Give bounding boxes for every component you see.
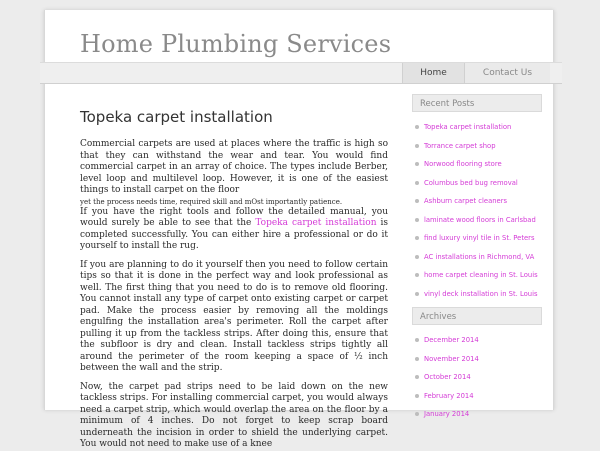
recent-post-link[interactable]: laminate wood floors in Carlsbad bbox=[424, 215, 536, 224]
bullet-icon bbox=[415, 394, 419, 398]
archive-item[interactable] bbox=[412, 350, 542, 369]
recent-post-item[interactable] bbox=[412, 248, 542, 267]
bullet-icon bbox=[415, 162, 419, 166]
recent-post-link[interactable]: Ashburn carpet cleaners bbox=[424, 197, 508, 205]
post-paragraph-2 bbox=[80, 207, 388, 253]
recent-post-item[interactable] bbox=[412, 285, 542, 304]
recent-post-item[interactable] bbox=[412, 266, 542, 285]
recent-post-link[interactable]: AC installations in Richmond, VA bbox=[424, 252, 535, 261]
nav-contact-tab[interactable]: Contact Us bbox=[464, 63, 550, 83]
archives-heading: Archives bbox=[412, 307, 542, 325]
recent-post-item[interactable] bbox=[412, 192, 542, 211]
archives-list bbox=[412, 325, 542, 428]
archive-item[interactable] bbox=[412, 331, 542, 350]
bullet-icon bbox=[415, 236, 419, 240]
archive-link[interactable]: October 2014 bbox=[424, 373, 471, 381]
post-paragraph-1: Commercial carpets are used at places where the traffic is high so that they can withstand the wear and tear. You would find commercial carpet in an array of choice. The types include Berber, level loop and multilevel loop. However, it is one of the easiest things to install carpet on the floor bbox=[80, 139, 388, 195]
site-title[interactable]: Home Plumbing Services bbox=[80, 30, 392, 58]
bullet-icon bbox=[415, 412, 419, 416]
main-content bbox=[80, 108, 388, 451]
bullet-icon bbox=[415, 375, 419, 379]
recent-post-link[interactable]: Topeka carpet installation bbox=[424, 123, 512, 131]
bullet-icon bbox=[415, 218, 419, 222]
recent-post-link[interactable]: find luxury vinyl tile in St. Peters bbox=[424, 234, 535, 242]
recent-post-link[interactable]: Columbus bed bug removal bbox=[424, 178, 518, 187]
bullet-icon bbox=[415, 357, 419, 361]
bullet-icon bbox=[415, 255, 419, 259]
post-paragraph-4: Now, the carpet pad strips need to be laid down on the new tackless strips. For installing commercial carpet, you would always need a carpet strip, which would overlap the area on the floor by a minimum of 4 inches. Do not forget to keep scrap board underneath the incision in order to shield the underlying carpet. You would not need to make use of a knee bbox=[80, 381, 388, 449]
post-paragraph-2-end: is completed successfully. You can either hire a professional or do it yourself to install the rug. bbox=[80, 218, 389, 251]
bullet-icon bbox=[415, 292, 419, 296]
topeka-carpet-link[interactable]: Topeka carpet installation bbox=[255, 218, 377, 228]
bullet-icon bbox=[415, 273, 419, 277]
post-paragraph-3: If you are planning to do it yourself then you need to follow certain tips so that it is done in the perfect way and look professional as well. The first thing that you need to do is to remove old flooring. You cannot install any type of carpet onto existing carpet or carpet pad. Make the process easier by removing all the moldings engulfing the installation area's perimeter. Roll the carpet after pulling it up from the tackless strips. After doing this, ensure that the subfloor is dry and clean. Install tackless strips tightly all around the perimeter of the room keeping a space of ½ inch between the wall and the strip. bbox=[80, 259, 388, 373]
sidebar bbox=[412, 94, 542, 428]
archive-item[interactable] bbox=[412, 368, 542, 387]
post-paragraph-1-small: yet the process needs time, required skill and mOst importantly patience. bbox=[80, 197, 343, 206]
archive-link[interactable]: February 2014 bbox=[424, 391, 474, 400]
nav-home-tab[interactable]: Home bbox=[402, 63, 464, 83]
recent-post-link[interactable]: vinyl deck installation in St. Louis bbox=[424, 289, 538, 298]
bullet-icon bbox=[415, 125, 419, 129]
recent-posts-heading: Recent Posts bbox=[412, 94, 542, 112]
recent-post-item[interactable] bbox=[412, 137, 542, 156]
post-paragraph-2-start: If you have the right tools and follow the detailed manual, you would surely be able to see that the bbox=[80, 206, 388, 228]
bullet-icon bbox=[415, 181, 419, 185]
bullet-icon bbox=[415, 338, 419, 342]
post-title[interactable]: Topeka carpet installation bbox=[80, 108, 273, 126]
recent-post-link[interactable]: Norwood flooring store bbox=[424, 160, 502, 168]
archive-link[interactable]: January 2014 bbox=[424, 410, 470, 418]
recent-post-item[interactable] bbox=[412, 211, 542, 230]
recent-posts-list bbox=[412, 112, 542, 307]
archive-item[interactable] bbox=[412, 405, 542, 424]
recent-post-item[interactable] bbox=[412, 229, 542, 248]
recent-post-item[interactable] bbox=[412, 174, 542, 193]
bullet-icon bbox=[415, 199, 419, 203]
archive-link[interactable]: December 2014 bbox=[424, 336, 479, 344]
archive-link[interactable]: November 2014 bbox=[424, 354, 479, 363]
bullet-icon bbox=[415, 144, 419, 148]
recent-post-item[interactable] bbox=[412, 118, 542, 137]
recent-post-link[interactable]: Torrance carpet shop bbox=[424, 141, 496, 150]
recent-post-item[interactable] bbox=[412, 155, 542, 174]
archive-item[interactable] bbox=[412, 387, 542, 406]
recent-post-link[interactable]: home carpet cleaning in St. Louis bbox=[424, 271, 538, 279]
